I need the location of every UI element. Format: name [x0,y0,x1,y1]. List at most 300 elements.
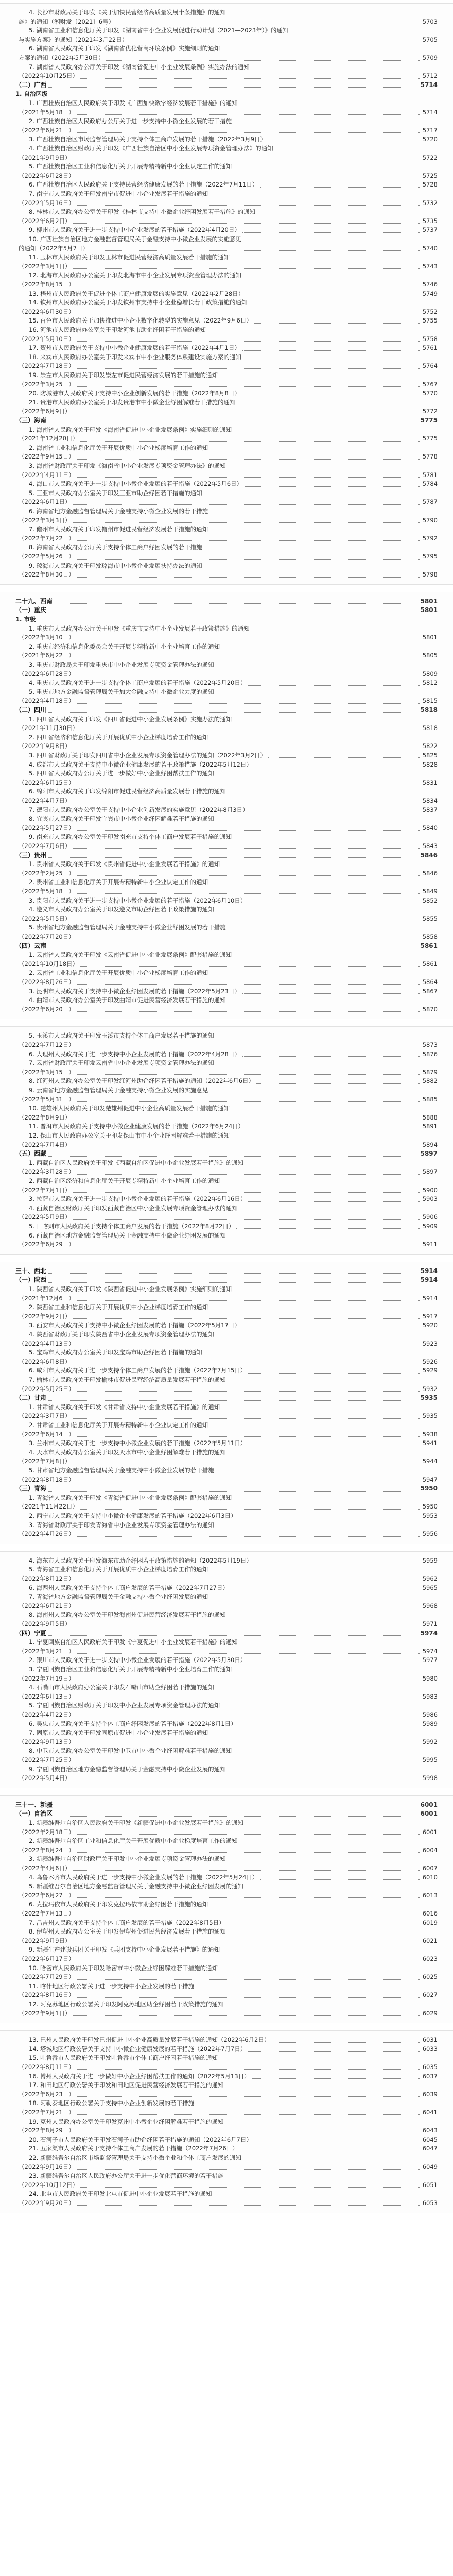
toc-entry[interactable] [15,435,438,442]
toc-entry[interactable] [15,2010,438,2017]
entry-title: （2022年6月30日） [19,308,75,315]
leader-dots [73,218,420,224]
entry-title: 8. 宜宾市人民政府关于印发宜宾市中小微企业纾困解难若干措施的通知 [29,815,214,823]
toc-entry[interactable] [15,1367,438,1374]
toc-entry[interactable] [15,181,438,188]
entry-title: （2022年8月26日） [19,978,75,986]
entry-title: （一）陕西 [15,1276,47,1284]
toc-entry[interactable] [15,1295,438,1302]
entry-title: 4. 长沙市财政局关于印发《关于加快民营经济高质量发展十条措施》的通知 [29,9,226,16]
toc-entry[interactable] [15,281,438,288]
page-number: 5846 [420,851,438,859]
section-heading[interactable] [15,1150,438,1157]
toc-entry[interactable] [15,1006,438,1013]
toc-entry[interactable] [15,806,438,814]
entry-title: 12. 阿克苏地区行政公署关于印发阿克苏地区助企纾困若干政策措施的通知 [29,2000,224,2008]
toc-entry[interactable] [15,1711,438,1718]
toc-entry[interactable] [15,2136,438,2143]
toc-entry[interactable] [15,226,438,233]
page-number: 5790 [422,516,438,524]
entry-title: （2022年9月13日） [19,1738,75,1745]
toc-entry[interactable] [15,1919,438,1926]
entry-title: （2021年12月6日） [19,1294,75,1302]
toc-entry[interactable] [15,2036,438,2043]
entry-title: 3. 拉萨市人民政府关于进一步支持中小微企业发展的若干措施（2022年6月16日） [29,1195,247,1203]
toc-entry[interactable] [15,54,438,61]
toc-entry[interactable] [15,1656,438,1664]
toc-entry[interactable] [15,362,438,369]
entry-title: （一）重庆 [15,606,47,614]
entry-title: 5. 日喀则市人民政府关于支持个体工商户发展的若干措施（2022年8月22日） [29,1222,235,1230]
page-number: 5995 [422,1756,438,1764]
toc-entry[interactable] [15,724,438,732]
entry-title: 6. 咸阳市人民政府关于进一步支持个体工商户发展的若干措施（2022年7月15日） [29,1367,247,1375]
entry-title: （2022年6月8日） [19,1358,71,1365]
page-number: 5775 [422,435,438,443]
toc-entry[interactable] [15,670,438,677]
toc-entry[interactable] [15,109,438,116]
entry-title: （2022年10月25日） [19,72,79,80]
toc-entry [15,145,438,152]
toc-entry[interactable] [15,1865,438,1872]
entry-title: 1. 贵州省人民政府关于印发《贵州省促进中小企业发展若干措施》的通知 [29,860,220,868]
entry-title: 3. 贵阳市人民政府关于进一步支持中小微企业发展的若干措施（2022年6月10日） [29,896,247,904]
page-number: 5781 [422,471,438,479]
entry-title: 7. 云南省财政厅关于印发云南省中小企业发展专项资金管理办法的通知 [29,1059,214,1067]
leader-dots [77,934,420,939]
toc-entry[interactable] [15,1774,438,1782]
leader-dots [77,1341,420,1346]
leader-dots [242,228,420,233]
toc-entry[interactable] [15,742,438,750]
toc-entry [15,562,438,569]
entry-title: 5. 湖南省工业和信息化厅关于印发《湖南省中小企业发展促进行动计划（2021—2023年）》的通知 [29,27,289,35]
toc-entry[interactable] [15,2145,438,2152]
toc-entry[interactable] [15,2181,438,2189]
leader-dots [73,1314,420,1319]
page-number: 5968 [422,1602,438,1609]
leader-dots [55,1811,417,1817]
toc-entry[interactable] [15,1620,438,1628]
entry-title: （2022年5月10日） [19,335,75,343]
toc-entry[interactable] [15,1412,438,1419]
section-heading[interactable] [15,81,438,89]
toc-entry [15,489,438,497]
entry-title: 18. 阿勒泰地区行政公署关于支持中小企业创新发展的若干措施 [29,2099,194,2107]
leader-dots [116,19,420,24]
toc-entry[interactable] [15,842,438,850]
section-heading[interactable] [15,942,438,950]
page-number: 6047 [422,2145,438,2153]
toc-entry[interactable] [15,752,438,759]
section-heading[interactable] [15,1267,438,1275]
section-heading[interactable] [15,1630,438,1637]
toc-entry [15,661,438,668]
entry-title: 4. 石嘴山市人民政府办公室关于印发石嘴山市助企纾困若干措施的通知 [29,1684,214,1691]
leader-dots [251,807,420,812]
entry-title: （2022年7月19日） [19,1674,75,1682]
leader-dots [248,1368,420,1374]
toc-entry[interactable] [15,978,438,986]
toc-entry [15,1421,438,1429]
toc-entry [15,1303,438,1311]
toc-entry [15,2154,438,2161]
toc-entry[interactable] [15,1675,438,1682]
leader-dots [48,608,417,613]
page-number: 5989 [422,1720,438,1727]
toc-entry[interactable] [15,1910,438,1917]
toc-entry[interactable] [15,1114,438,1121]
toc-entry[interactable] [15,571,438,578]
leader-dots [73,744,420,749]
toc-entry[interactable] [15,1648,438,1655]
leader-dots [77,1042,420,1047]
page-number: 5900 [422,1186,438,1194]
toc-entry[interactable] [15,1213,438,1221]
page-number: 5864 [422,978,438,986]
leader-dots [73,843,420,849]
toc-entry [15,2001,438,2008]
leader-dots [268,753,420,758]
entry-title: 施》的通知（湘财发〔2021〕6号） [19,18,115,25]
toc-page [0,3,453,585]
entry-title: 7. 南宁市人民政府关于印发南宁市促进中小企业发展若干措施的通知 [29,190,208,197]
page-number: 6031 [422,2036,438,2044]
entry-title: 2. 新疆维吾尔自治区工业和信息化厅关于开展优质中小企业梯度培育工作的通知 [29,1837,238,1845]
toc-entry[interactable] [15,1385,438,1393]
leader-dots [77,1829,420,1835]
section-heading[interactable] [15,1276,438,1283]
leader-dots [73,798,420,803]
page-number: 5837 [422,806,438,814]
section-heading[interactable] [15,417,438,424]
toc-entry[interactable] [15,1223,438,1230]
toc-entry [15,426,438,433]
entry-title: （2022年3月21日） [19,1647,75,1655]
toc-entry[interactable] [15,1602,438,1609]
leader-dots [77,1097,420,1102]
toc-entry [15,716,438,723]
entry-title: （2022年9月15日） [19,453,75,461]
toc-entry[interactable] [15,498,438,505]
entry-title: （2022年9月16日） [19,2163,75,2171]
toc-entry [15,924,438,931]
toc-entry [15,1285,438,1293]
entry-title: （2022年5月18日） [19,887,75,895]
toc-entry[interactable] [15,308,438,315]
page-number: 6033 [422,2045,438,2053]
toc-entry[interactable] [15,2063,438,2071]
toc-entry [15,399,438,406]
entry-title: 8. 桂林市人民政府办公室关于印发《桂林市支持中小微企业纾困发展若干措施》的通知 [29,208,256,216]
entry-title: （2022年2月18日） [19,1828,75,1836]
toc-entry[interactable] [15,471,438,479]
leader-dots [77,1170,420,1175]
leader-dots [77,536,420,541]
toc-entry[interactable] [15,1313,438,1320]
section-heading[interactable] [15,1485,438,1492]
toc-entry[interactable] [15,1503,438,1510]
page-number: 6021 [422,1937,438,1944]
toc-entry[interactable] [15,1991,438,1998]
toc-entry[interactable] [15,988,438,995]
toc-entry[interactable] [15,1512,438,1519]
toc-entry[interactable] [15,1584,438,1591]
entry-title: 5. 宝鸡市人民政府办公室关于印发宝鸡市助企纾困若干措施的通知 [29,1349,202,1357]
toc-entry [15,1982,438,1990]
toc-entry[interactable] [15,2163,438,2171]
toc-entry[interactable] [15,172,438,179]
entry-title: （2022年3月10日） [19,634,75,641]
section-heading[interactable] [15,1801,438,1808]
entry-title: 4. 乌鲁木齐市人民政府关于进一步支持中小微企业发展的若干措施（2022年5月24日） [29,1873,258,1881]
toc-entry [15,163,438,170]
toc-entry [15,788,438,795]
page-number: 5926 [422,1358,438,1365]
entry-title: （2021年10月18日） [19,960,79,968]
toc-entry[interactable] [15,517,438,524]
toc-entry[interactable] [15,1195,438,1202]
leader-dots [80,74,420,79]
toc-entry[interactable] [15,888,438,895]
leader-dots [77,635,420,640]
toc-entry[interactable] [15,1069,438,1076]
entry-title: 1. 市级 [15,615,36,623]
page-number: 5740 [422,244,438,252]
leader-dots [73,1776,420,1781]
toc-entry[interactable] [15,897,438,904]
page-number: 5971 [422,1620,438,1628]
entry-title: （2022年7月8日） [19,1458,71,1465]
entry-title: （2022年6月28日） [19,670,75,677]
toc-entry[interactable] [15,1738,438,1745]
toc-entry [15,1666,438,1673]
toc-entry[interactable] [15,389,438,397]
toc-entry[interactable] [15,1955,438,1962]
toc-entry[interactable] [15,127,438,134]
toc-entry[interactable] [15,652,438,659]
toc-entry[interactable] [15,1187,438,1194]
section-heading[interactable] [15,1810,438,1817]
toc-entry[interactable] [15,1530,438,1537]
toc-entry[interactable] [15,135,438,143]
entry-title: 4. 广西壮族自治区财政厅关于印发《广西壮族自治区中小企业发展专项资金管理办法》的通知 [29,145,273,152]
toc-entry[interactable] [15,1693,438,1700]
toc-entry[interactable] [15,2091,438,2098]
toc-entry[interactable] [15,1050,438,1058]
entry-title: 23. 新疆维吾尔自治区人民政府办公厅关于进一步优化营商环境的若干措施 [29,2172,224,2180]
leader-dots [48,1631,417,1636]
toc-entry[interactable] [15,679,438,686]
entry-title: 1. 重庆市人民政府办公厅关于印发《重庆市支持中小企业发展若干政策措施》的通知 [29,624,250,632]
toc-entry[interactable] [15,1439,438,1447]
leader-dots [239,1721,420,1726]
toc-entry [15,1883,438,1890]
toc-entry[interactable] [15,408,438,415]
page-number: 6001 [422,1828,438,1836]
toc-entry[interactable] [15,36,438,43]
page-number: 5974 [420,1629,438,1637]
entry-title: （2021年12月20日） [19,435,79,443]
leader-dots [77,572,420,578]
toc-entry[interactable] [15,1937,438,1944]
toc-entry[interactable] [15,824,438,832]
toc-entry[interactable] [15,797,438,804]
toc-entry [15,1032,438,1039]
toc-entry[interactable] [15,344,438,351]
toc-entry[interactable] [15,1458,438,1465]
toc-entry[interactable] [15,634,438,641]
entry-title: （2022年4月22日） [19,1710,75,1718]
toc-entry[interactable] [15,18,438,25]
toc-entry[interactable] [15,1828,438,1836]
toc-entry [15,208,438,215]
toc-entry[interactable] [15,199,438,207]
toc-entry[interactable] [15,1340,438,1347]
entry-title: 8. 中卫市人民政府办公室关于印发中卫市中小微企业纾困解难若干措施的通知 [29,1747,232,1755]
leader-dots [77,2092,420,2097]
toc-entry[interactable] [15,2073,438,2080]
entry-title: （2022年5月27日） [19,824,75,832]
page-number: 5935 [422,1412,438,1420]
entry-title: （2022年5月5日） [19,914,71,922]
toc-entry[interactable] [15,779,438,786]
entry-title: （2022年3月25日） [19,380,75,388]
toc-entry[interactable] [15,761,438,768]
toc-entry [15,299,438,306]
leader-dots [73,1359,420,1364]
toc-entry[interactable] [15,2109,438,2116]
entry-title: 6. 湖南省人民政府关于印发《湖南省优化营商环境条例》实施细则的通知 [29,45,220,53]
toc-entry[interactable] [15,1756,438,1764]
toc-entry[interactable] [15,317,438,324]
leader-dots [77,554,420,560]
entry-title: 5. 青海省工业和信息化厅关于开展优质中小企业梯度培育工作的通知 [29,1566,208,1573]
toc-entry[interactable] [15,1892,438,1899]
toc-entry[interactable] [15,453,438,460]
page-number: 5932 [422,1385,438,1393]
toc-entry[interactable] [15,2199,438,2207]
toc-entry[interactable] [15,535,438,542]
entry-title: 6. 西藏自治区地方金融监督管理局关于金融支持中小微企业纾困发展的通知 [29,1231,226,1239]
toc-entry[interactable] [15,1973,438,1980]
entry-title: 12. 保山市人民政府办公室关于印发保山市中小企业纾困解难若干措施的通知 [29,1131,230,1139]
toc-entry[interactable] [15,697,438,704]
leader-dots [73,916,420,921]
toc-entry[interactable] [15,1123,438,1130]
toc-entry [15,1105,438,1112]
entry-title: （2022年8月18日） [19,1476,75,1483]
toc-entry[interactable] [15,553,438,560]
entry-title: 10. 哈密市人民政府关于印发哈密市中小微企业纾困解难若干措施的通知 [29,1964,218,1972]
section-heading[interactable] [15,706,438,714]
toc-entry[interactable] [15,217,438,225]
entry-title: 1. 云南省人民政府关于印发《云南省促进中小企业发展条例》配套措施的通知 [29,951,232,959]
toc-entry[interactable] [15,960,438,968]
toc-entry [15,688,438,696]
entry-title: 9. 云南省地方金融监督管理局关于金融支持小微企业发展的实施意见 [29,1086,208,1094]
entry-title: 1. 青海省人民政府关于印发《青海省促进中小企业发展条例》配套措施的通知 [29,1494,232,1501]
section-heading[interactable] [15,852,438,859]
page-number: 5770 [422,389,438,397]
toc-entry[interactable] [15,933,438,940]
toc-entry[interactable] [15,480,438,487]
toc-entry[interactable] [15,381,438,388]
toc-entry[interactable] [15,1575,438,1582]
toc-entry[interactable] [15,154,438,161]
toc-entry[interactable] [15,870,438,877]
toc-entry[interactable] [15,1846,438,1854]
toc-entry[interactable] [15,335,438,343]
toc-page [0,1795,453,2023]
toc-entry[interactable] [15,1476,438,1483]
entry-title: 7. 湖南省人民政府办公厅关于印发《湖南省促进中小企业发展条例》实施办法的通知 [29,63,250,71]
toc-entry [15,117,438,125]
entry-title: 7. 儋州市人民政府关于印发儋州市促进民营经济发展若干措施的通知 [29,526,208,533]
entry-title: （2022年7月18日） [19,362,75,370]
section-heading[interactable] [15,1394,438,1401]
leader-dots [236,1224,420,1229]
toc-entry[interactable] [15,1168,438,1175]
toc-entry[interactable] [15,245,438,252]
toc-entry[interactable] [15,1720,438,1727]
leader-dots [242,989,420,994]
leader-dots [80,436,420,442]
toc-entry[interactable] [15,2127,438,2134]
page-number: 5755 [422,317,438,325]
toc-entry[interactable] [15,1141,438,1148]
toc-entry[interactable] [15,1096,438,1103]
toc-entry[interactable] [15,915,438,922]
entry-title: 21. 贵港市人民政府办公室关于印发贵港市中小微企业纾困解难若干措施的通知 [29,398,236,406]
page-number: 5909 [422,1222,438,1230]
toc-entry[interactable] [15,1077,438,1084]
section-heading[interactable] [15,598,438,605]
toc-entry [15,878,438,886]
toc-entry [15,45,438,52]
toc-entry[interactable] [15,1358,438,1365]
entry-title: 4. 天水市人民政府办公室关于印发天水市中小企业纾困解难若干措施的通知 [29,1448,226,1456]
toc-page [0,1551,453,1788]
entry-title: 3. 西安市人民政府关于支持中小微企业纾困发展的若干措施（2022年5月17日） [29,1321,240,1329]
leader-dots [254,2137,420,2142]
toc-entry[interactable] [15,263,438,270]
entry-title: 三十、西北 [15,1267,47,1275]
toc-entry[interactable] [15,1557,438,1564]
leader-dots [77,1739,420,1744]
entry-title: （2022年9月20日） [19,2199,75,2207]
toc-entry[interactable] [15,2045,438,2053]
leader-dots [77,1694,420,1699]
section-heading[interactable] [15,606,438,614]
page-number: 5743 [422,262,438,270]
page-number: 5977 [422,1656,438,1664]
entry-title: 5. 贵州省地方金融监督管理局关于金融支持中小微企业纾困发展的若干措施 [29,924,226,931]
toc-entry [15,1449,438,1456]
toc-entry[interactable] [15,1431,438,1438]
toc-entry[interactable] [15,1874,438,1881]
toc-entry[interactable] [15,72,438,79]
leader-dots [248,898,420,903]
page-number: 6053 [422,2199,438,2207]
leader-dots [73,1188,420,1193]
toc-entry[interactable] [15,1041,438,1048]
toc-entry[interactable] [15,1241,438,1248]
entry-title: 1. 甘肃省人民政府关于印发《甘肃省支持中小企业发展若干措施》的通知 [29,1403,220,1411]
toc-entry[interactable] [15,290,438,297]
toc-entry[interactable] [15,1321,438,1329]
entry-title: （2022年6月23日） [19,2090,75,2098]
